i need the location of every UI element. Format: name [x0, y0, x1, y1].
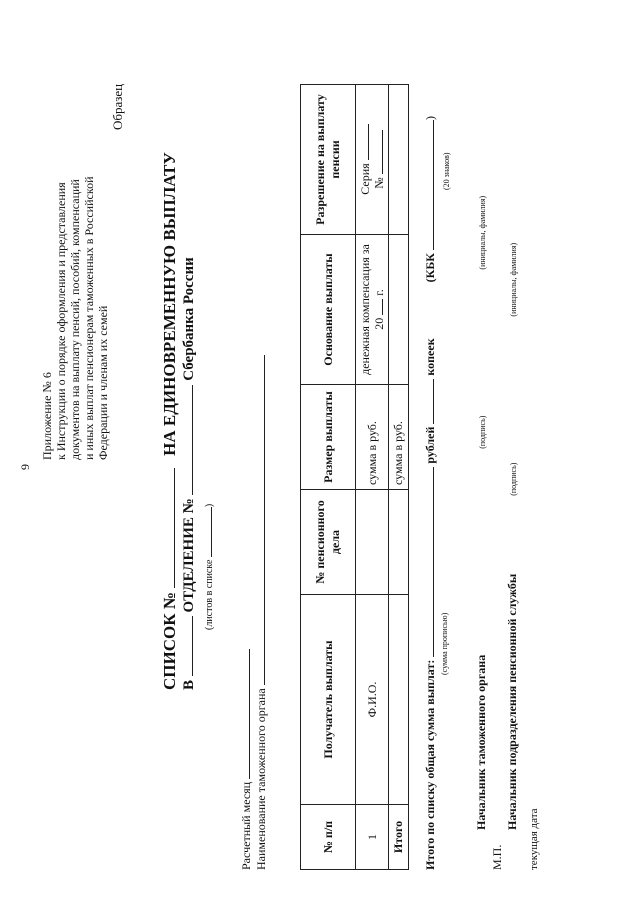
total-amount-text: сумма в руб. — [391, 421, 405, 485]
sum-words-blank — [422, 467, 434, 657]
listov-blank — [202, 507, 212, 557]
customs-name-field — [253, 355, 269, 870]
empty-cell — [389, 595, 409, 805]
na-vyplatu-label: НА ЕДИНОВРЕМЕННУЮ ВЫПЛАТУ — [160, 152, 179, 456]
v-label: В — [181, 679, 197, 690]
v-blank — [180, 616, 193, 676]
col-header: Размер выплаты — [301, 385, 356, 490]
calc-month-field — [238, 649, 254, 870]
head-pension-label: Начальник подразделения пенсионной службы — [505, 573, 519, 830]
total-sum-line: Итого по списку общая сумма выплат: рублей копеек (КБК ) — [423, 116, 437, 870]
series-blank — [358, 124, 369, 160]
head-pension-line — [505, 243, 520, 830]
branch-line — [180, 257, 198, 690]
permit-number — [372, 89, 386, 230]
total-sum-label: Итого по списку общая сумма выплат: — [423, 659, 437, 870]
signature-caption: (подпись) — [478, 415, 487, 449]
listov-close: ) — [204, 503, 215, 508]
calc-month-label: Расчетный месяц — [239, 781, 253, 870]
col-header: № п/п — [301, 805, 356, 870]
current-date-label: текущая дата — [528, 808, 540, 870]
otdelenie-blank — [180, 385, 193, 495]
kbk-label: (КБК — [423, 253, 437, 283]
kopecks-label: копеек — [423, 338, 437, 376]
table-row — [356, 85, 389, 870]
basis-cell — [356, 235, 389, 385]
permit-cell — [356, 85, 389, 235]
annex-line: документов на выплату пенсий, пособий, компенсаций — [68, 179, 82, 460]
kbk-caption: (20 знаков) — [442, 152, 451, 190]
initials-caption: (инициалы, фамилия) — [509, 242, 518, 317]
document-title — [160, 152, 180, 690]
total-amount-cell — [389, 385, 409, 490]
customs-name-blank — [253, 355, 265, 685]
annex-header — [40, 160, 110, 460]
year-blank — [372, 299, 383, 315]
customs-name-label: Наименование таможенного органа — [254, 688, 268, 870]
signature-caption: (подпись) — [509, 462, 518, 496]
empty-cell — [389, 235, 409, 385]
spisok-label: СПИСОК № — [160, 592, 179, 690]
sample-label: Образец — [110, 83, 125, 130]
col-header: Получатель выплаты — [301, 595, 356, 805]
permit-series-label: Серия — [358, 163, 372, 195]
annex-line: и иных выплат пенсионерам таможенных в Российской — [82, 176, 96, 460]
kbk-blank — [422, 120, 434, 250]
total-row — [389, 85, 409, 870]
col-header: № пенсионного дела — [301, 490, 356, 595]
col-header: Основание выплаты — [301, 235, 356, 385]
sheets-count — [202, 504, 215, 630]
basis-year — [372, 239, 386, 380]
otdelenie-label: ОТДЕЛЕНИЕ № — [181, 498, 197, 613]
case-number-cell — [356, 490, 389, 595]
table-header-row — [301, 85, 356, 870]
sberbank-label: Сбербанка России — [181, 257, 197, 381]
document-sheet — [10, 10, 630, 890]
number-blank — [372, 130, 383, 174]
permit-series — [358, 89, 372, 230]
permit-number-label: № — [372, 177, 386, 189]
annex-line: Федерации и членам их семей — [96, 305, 110, 460]
recipient-cell: Ф.И.О. — [356, 595, 389, 805]
head-customs-label: Начальник таможенного органа — [474, 654, 488, 830]
payments-table — [300, 84, 409, 870]
stamp-place: М.П. — [490, 844, 504, 870]
spisok-number-blank — [160, 468, 175, 588]
basis-line: денежная компенсация за — [357, 244, 372, 375]
kopecks-blank — [422, 379, 434, 424]
annex-line: к Инструкции о порядке оформления и представления — [54, 182, 68, 460]
empty-cell — [389, 85, 409, 235]
basis-year-suffix: г. — [371, 289, 386, 296]
basis-year-prefix: 20 — [371, 317, 386, 330]
amount-cell — [356, 385, 389, 490]
initials-caption: (инициалы, фамилия) — [478, 195, 487, 270]
annex-line: Приложение № 6 — [40, 372, 54, 460]
amount-text: сумма в руб. — [364, 421, 379, 485]
head-customs-line — [474, 196, 489, 830]
calc-month-blank — [238, 649, 250, 779]
row-number: 1 — [356, 805, 389, 870]
empty-cell — [389, 490, 409, 595]
page-number: 9 — [18, 464, 32, 470]
rubles-label: рублей — [423, 426, 437, 464]
col-header: Разрешение на выплату пенсии — [301, 85, 356, 235]
sum-words-caption: (сумма прописью) — [440, 612, 449, 675]
total-label: Итого — [389, 805, 409, 870]
listov-label: (листов в списке — [204, 559, 215, 630]
